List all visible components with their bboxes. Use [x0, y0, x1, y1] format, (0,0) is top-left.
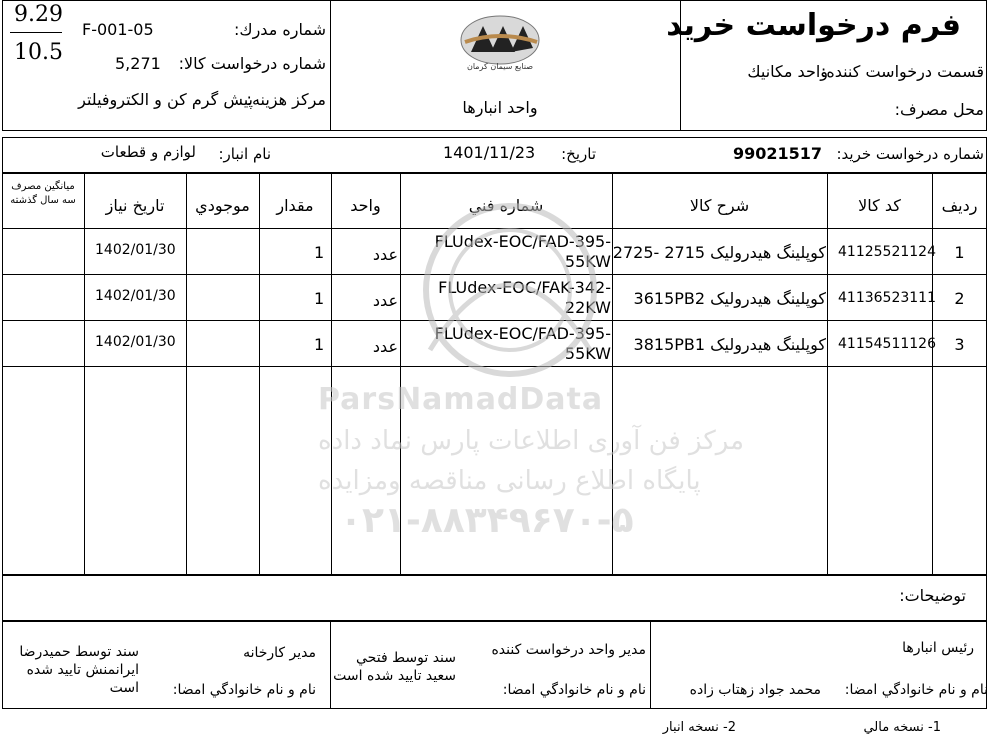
copy-2: 2- نسخه انبار: [662, 720, 736, 735]
row-2-need-date: 1402/01/30: [95, 288, 176, 304]
watermark-line-3: پایگاه اطلاع رسانی مناقصه ومزایده: [318, 466, 701, 496]
doc-no-label: شماره مدرك:: [234, 20, 326, 39]
logo-caption: صنایع سیمان کرمان: [466, 62, 534, 71]
row-line-2: [2, 320, 987, 321]
corner-number-bottom: 10.5: [14, 40, 63, 65]
header-item-desc: شرح كالا: [689, 196, 750, 215]
col-line: [259, 173, 260, 575]
row-line-3: [2, 366, 987, 367]
warehouse-head-name: محمد جواد زهتاب زاده: [689, 682, 821, 698]
col-line: [400, 173, 401, 575]
row-3-code: 41154511126: [838, 336, 936, 352]
notes-label: توضيحات:: [899, 586, 966, 605]
usage-label: محل مصرف:: [894, 100, 984, 119]
requester-manager-sign-label: نام و نام خانوادگي امضا:: [502, 682, 646, 698]
notes-box: [2, 575, 987, 621]
purchase-no-value: 99021517: [733, 144, 823, 163]
warehouse-head-sign-label: نام و نام خانوادگي امضا:: [844, 682, 988, 698]
row-1-need-date: 1402/01/30: [95, 242, 176, 258]
row-1-tech-1: FLUdex-EOC/FAD-395-: [434, 232, 611, 251]
requester-label: قسمت درخواست كننده:: [820, 62, 984, 81]
row-1-desc: كوپلينگ هيدروليک 2715 -2725: [612, 243, 826, 262]
sig-divider: [650, 621, 651, 709]
purchase-no-label: شماره درخواست خريد:: [836, 145, 984, 163]
row-3-need-date: 1402/01/30: [95, 334, 176, 350]
requester-value: واحد مكانيك: [747, 62, 828, 81]
cost-center-label: مركز هزينه:: [246, 90, 326, 109]
row-3-unit: عدد: [372, 337, 398, 356]
sig-divider: [330, 621, 331, 709]
row-3-qty: 1: [314, 335, 325, 354]
row-1-qty: 1: [314, 243, 325, 262]
header-unit: واحد: [350, 196, 381, 215]
request-no-value: 5,271: [115, 54, 161, 73]
row-2-qty: 1: [314, 289, 325, 308]
header-divider-left: [330, 0, 331, 131]
request-no-label: شماره درخواست كالا:: [178, 54, 326, 73]
table-header-line: [2, 228, 987, 229]
row-2-tech-2: 22KW: [564, 298, 611, 317]
warehouse-value: لوازم و قطعات: [100, 143, 196, 161]
row-1-tech-2: 55KW: [564, 252, 611, 271]
col-line: [827, 173, 828, 575]
requester-note-2: سعيد تاييد شده است: [333, 668, 456, 684]
factory-note-1: سند توسط حميدرضا: [19, 644, 139, 660]
requester-note-1: سند توسط فتحي: [356, 650, 456, 666]
watermark-brand: ParsNamadData: [318, 382, 604, 417]
row-1-no: 1: [954, 243, 965, 262]
row-line-1: [2, 274, 987, 275]
factory-manager-title: مدير كارخانه: [243, 645, 316, 661]
header-qty: مقدار: [276, 196, 314, 215]
header-item-code: كد كالا: [858, 196, 901, 215]
factory-note-2: ايرانمنش تاييد شده: [26, 662, 139, 678]
warehouse-head-title: رئيس انبارها: [902, 640, 974, 656]
header-row-no: رديف: [941, 196, 978, 215]
cost-center-value: پيش گرم كن و الكتروفيلتر: [78, 90, 253, 109]
warehouse-label: نام انبار:: [218, 145, 271, 163]
corner-number-top: 9.29: [14, 2, 63, 27]
factory-manager-sign-label: نام و نام خانوادگي امضا:: [172, 682, 316, 698]
header-stock: موجودي: [195, 196, 250, 215]
doc-no-value: F-001-05: [82, 20, 154, 39]
signatures-box: [2, 621, 987, 709]
row-1-unit: عدد: [372, 245, 398, 264]
row-3-tech-2: 55KW: [564, 344, 611, 363]
row-2-unit: عدد: [372, 291, 398, 310]
row-2-no: 2: [954, 289, 965, 308]
watermark-phone: ۰۲۱-۸۸۳۴۹۶۷۰-۵: [340, 500, 634, 541]
header-need-date: تاريخ نياز: [105, 196, 165, 215]
row-2-tech-1: FLUdex-EOC/FAK-342-: [438, 278, 611, 297]
col-line: [932, 173, 933, 575]
center-unit: واحد انبارها: [462, 98, 538, 117]
header-tech-no: شماره فني: [468, 196, 544, 215]
row-3-tech-1: FLUdex-EOC/FAD-395-: [434, 324, 611, 343]
form-title: فرم درخواست خريد: [666, 8, 961, 43]
col-line: [186, 173, 187, 575]
col-line: [331, 173, 332, 575]
watermark-line-2: مرکز فن آوری اطلاعات پارس نماد داده: [318, 426, 745, 456]
col-line: [612, 173, 613, 575]
header-avg-consumption: ميانگين مصرف سه سال گذشته: [10, 181, 76, 206]
date-label: تاريخ:: [561, 145, 596, 163]
date-value: 1401/11/23: [443, 143, 536, 162]
requester-manager-title: مدير واحد درخواست كننده: [491, 642, 646, 658]
row-3-desc: كوپلينگ هيدروليک 3815PB1: [633, 335, 826, 354]
row-3-no: 3: [954, 335, 965, 354]
row-2-code: 41136523111: [838, 290, 936, 306]
row-2-desc: كوپلينگ هيدروليک 3615PB2: [633, 289, 826, 308]
row-1-code: 41125521124: [838, 244, 936, 260]
factory-note-3: است: [109, 680, 139, 696]
col-line: [84, 173, 85, 575]
copy-1: 1- نسخه مالي: [863, 720, 941, 735]
